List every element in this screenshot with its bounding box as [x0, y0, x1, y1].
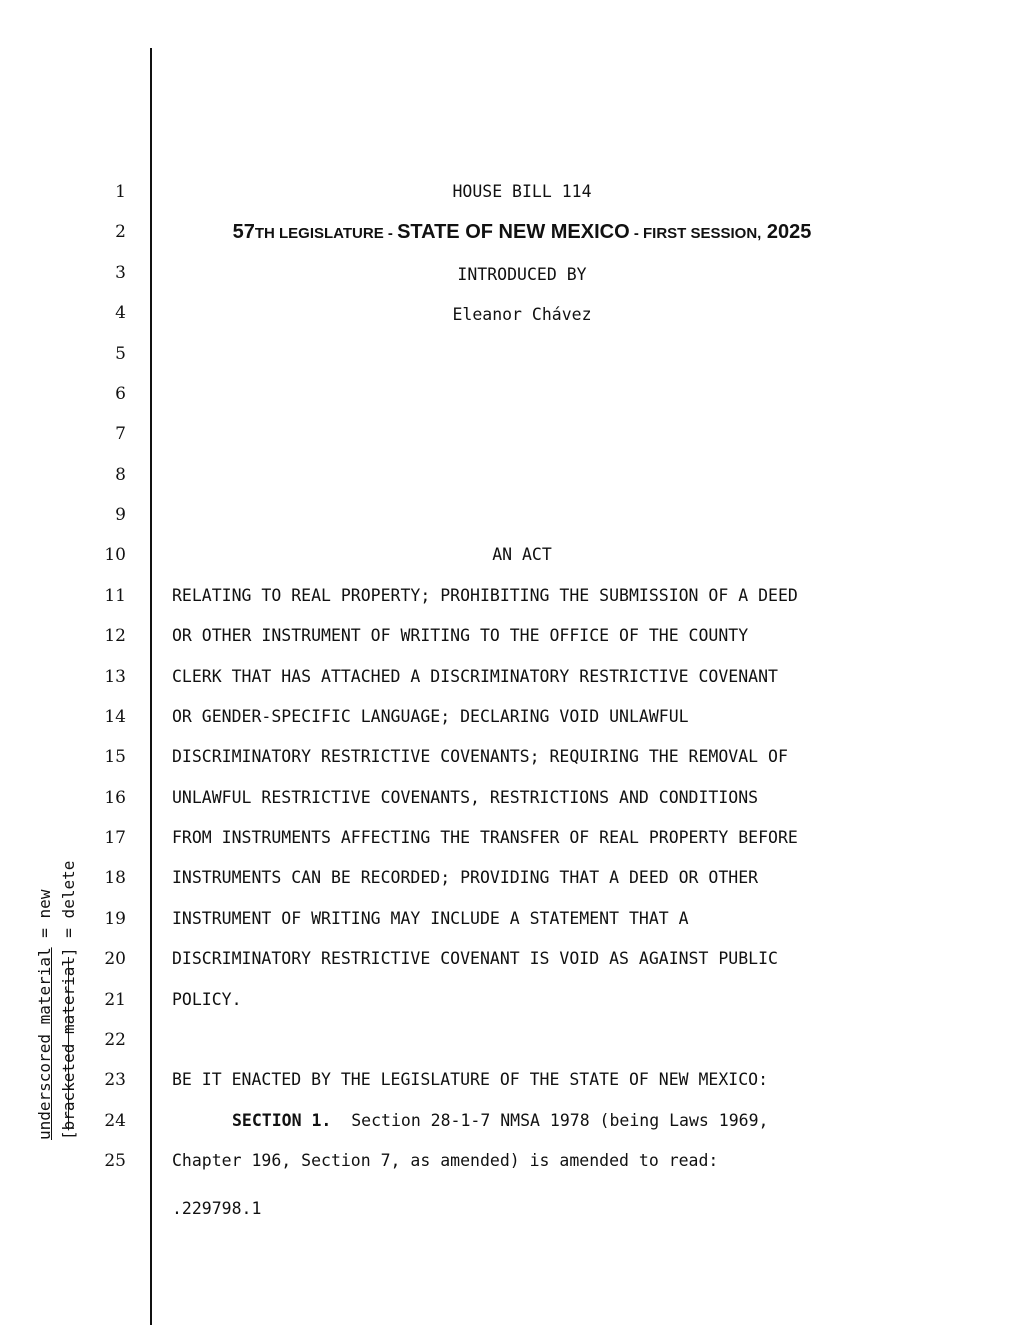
- line-number: 25: [104, 1151, 126, 1171]
- line-number: 2: [115, 222, 126, 242]
- title-line: DISCRIMINATORY RESTRICTIVE COVENANTS; REQUIRING THE REMOVAL OF: [172, 747, 788, 766]
- legend-bracket-open: [: [59, 1130, 78, 1140]
- sponsor-name: Eleanor Chávez: [452, 305, 592, 324]
- enacting-clause: BE IT ENACTED BY THE LEGISLATURE OF THE STATE OF NEW MEXICO:: [172, 1070, 769, 1089]
- state-name: STATE OF NEW MEXICO: [397, 221, 630, 243]
- line-number: 6: [115, 384, 126, 404]
- section-continuation: Chapter 196, Section 7, as amended) is amended to read:: [172, 1151, 719, 1170]
- title-line: INSTRUMENT OF WRITING MAY INCLUDE A STATEMENT THAT A: [172, 909, 689, 928]
- title-line: FROM INSTRUMENTS AFFECTING THE TRANSFER OF REAL PROPERTY BEFORE: [172, 828, 798, 847]
- line-number: 10: [104, 545, 126, 565]
- title-line: POLICY.: [172, 990, 242, 1009]
- legislature-separator: -: [629, 225, 643, 242]
- title-line: RELATING TO REAL PROPERTY; PROHIBITING THE SUBMISSION OF A DEED: [172, 586, 798, 605]
- line-number: 24: [104, 1111, 126, 1131]
- legislature-label: TH LEGISLATURE: [254, 225, 384, 242]
- title-line: CLERK THAT HAS ATTACHED A DISCRIMINATORY RESTRICTIVE COVENANT: [172, 667, 778, 686]
- line-number: 12: [104, 626, 126, 646]
- line-number: 16: [104, 788, 126, 808]
- session-label: FIRST SESSION,: [643, 225, 762, 242]
- line-number: 7: [115, 424, 126, 444]
- line-number: 23: [104, 1070, 126, 1090]
- line-number: 22: [104, 1030, 126, 1050]
- section-text: Section 28-1-7 NMSA 1978 (being Laws 1969,: [331, 1111, 769, 1130]
- introduced-by: INTRODUCED BY: [457, 265, 587, 284]
- line-number: 8: [115, 465, 126, 485]
- line-number: 3: [115, 263, 126, 283]
- line-number: 20: [104, 949, 126, 969]
- act-heading: AN ACT: [492, 545, 552, 564]
- legend-new-eq: = new: [35, 889, 54, 948]
- line-number: 21: [104, 990, 126, 1010]
- bill-title: HOUSE BILL 114: [452, 182, 592, 201]
- line-number: 17: [104, 828, 126, 848]
- line-number: 13: [104, 667, 126, 687]
- section-line: [232, 1111, 972, 1131]
- legislature-line: [172, 222, 872, 244]
- line-number: 18: [104, 868, 126, 888]
- legend-new: [33, 861, 57, 1140]
- legislature-number: 57: [232, 221, 255, 243]
- line-number: 15: [104, 747, 126, 767]
- legend-bracket-close: ] = delete: [59, 860, 78, 957]
- title-line: DISCRIMINATORY RESTRICTIVE COVENANT IS VOID AS AGAINST PUBLIC: [172, 949, 778, 968]
- title-line: UNLAWFUL RESTRICTIVE COVENANTS, RESTRICTIONS AND CONDITIONS: [172, 788, 759, 807]
- line-number: 5: [115, 344, 126, 364]
- line-number: 14: [104, 707, 126, 727]
- line-number: 11: [104, 586, 126, 606]
- title-line: INSTRUMENTS CAN BE RECORDED; PROVIDING THAT A DEED OR OTHER: [172, 868, 759, 887]
- title-line: OR OTHER INSTRUMENT OF WRITING TO THE OFFICE OF THE COUNTY: [172, 626, 749, 645]
- section-label: SECTION 1.: [232, 1111, 332, 1130]
- line-number: 9: [115, 505, 126, 525]
- document-id: .229798.1: [172, 1199, 262, 1218]
- line-number: 19: [104, 909, 126, 929]
- legend-underscored-text: underscored material: [35, 947, 54, 1140]
- line-number: 1: [115, 182, 126, 202]
- margin-rule: [150, 48, 152, 1325]
- line-number: 4: [115, 303, 126, 323]
- session-year: 2025: [761, 221, 812, 243]
- legend-bracketed-text: bracketed material: [59, 956, 78, 1131]
- title-line: OR GENDER-SPECIFIC LANGUAGE; DECLARING VOID UNLAWFUL: [172, 707, 689, 726]
- legislature-separator: -: [383, 225, 398, 242]
